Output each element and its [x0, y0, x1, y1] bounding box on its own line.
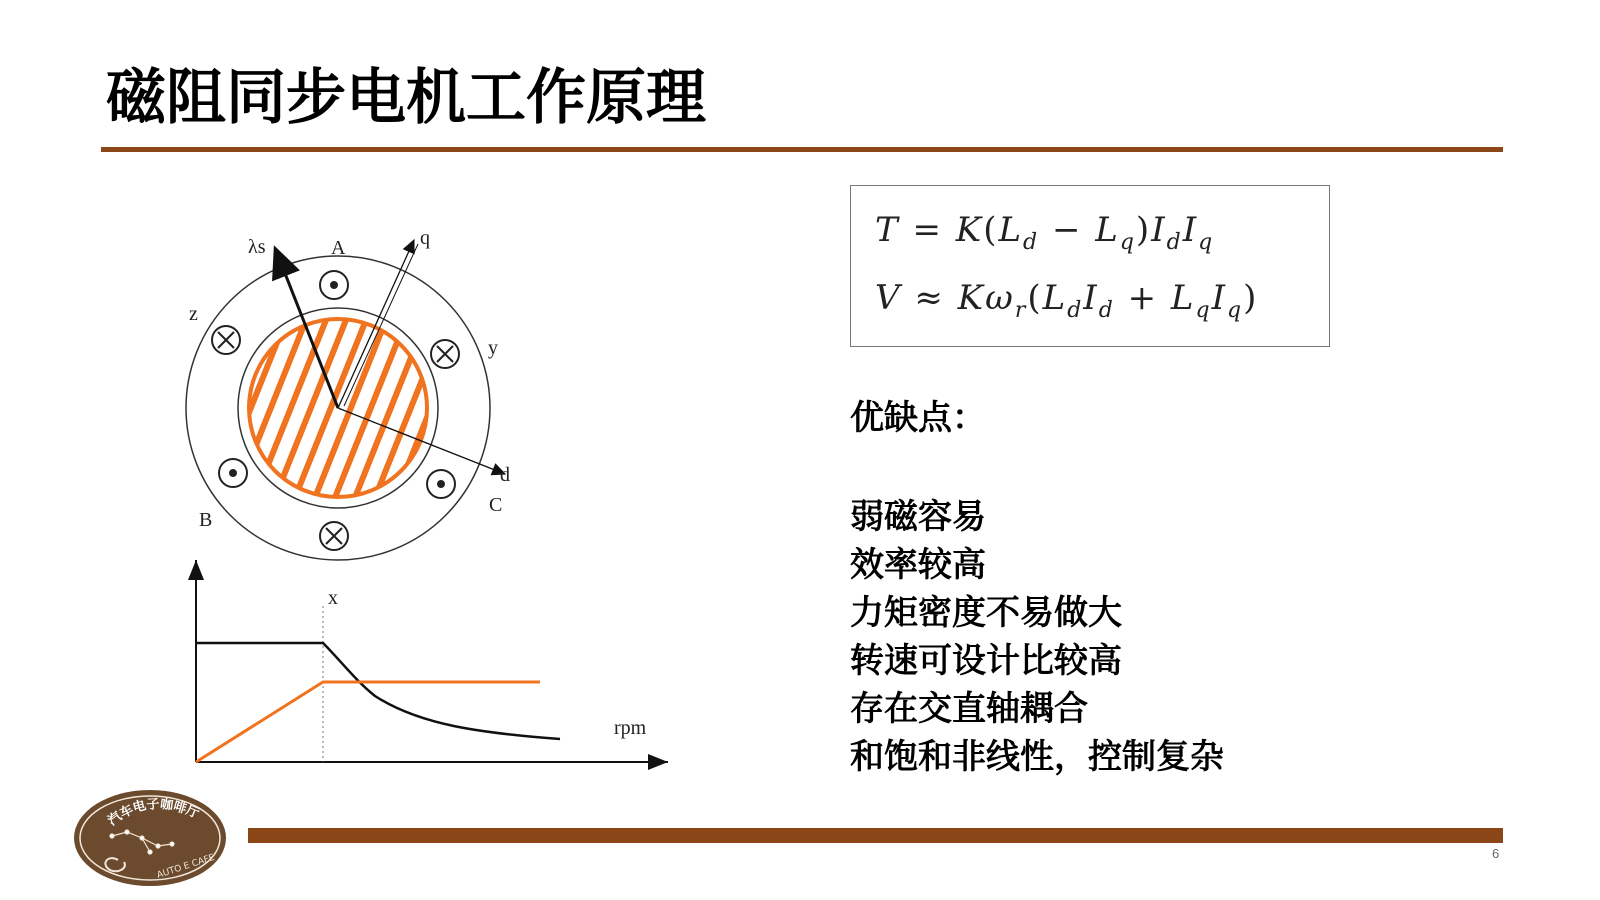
current-iq: I: [1182, 210, 1199, 250]
subscript-q: q: [1227, 297, 1244, 323]
torque-curve: [196, 643, 560, 739]
subscript-d: d: [1166, 229, 1183, 255]
footer-bar: [248, 828, 1503, 843]
subscript-q: q: [1195, 297, 1212, 323]
phase-a-label: A: [331, 237, 346, 259]
subscript-q: q: [1198, 229, 1215, 255]
auto-e-cafe-logo: [72, 788, 228, 888]
list-item: 转速可设计比较高: [850, 641, 1122, 681]
current-id: I: [1151, 210, 1167, 250]
current-id: I: [1083, 278, 1099, 318]
d-axis-label: d: [500, 464, 510, 486]
y-label: y: [488, 337, 498, 359]
rpm-axis-label: rpm: [614, 717, 647, 739]
torque-formula: $T = K(L_d - L_q)I_dI_q$: [875, 210, 1215, 255]
inductance-ld: L: [998, 210, 1024, 250]
omega: ω: [985, 278, 1015, 318]
phase-b-label: B: [199, 509, 213, 531]
constant-k: K: [955, 210, 984, 250]
q-axis-label: q: [420, 227, 430, 249]
constant-k: K: [957, 278, 986, 318]
page-number: 6: [1492, 846, 1500, 861]
subscript-d: d: [1098, 297, 1115, 323]
inductance-lq: L: [1095, 210, 1120, 250]
list-item: 和饱和非线性，控制复杂: [850, 737, 1224, 777]
list-item: 力矩密度不易做大: [850, 593, 1122, 633]
speed-characteristic-chart: [0, 0, 700, 800]
subscript-r: r: [1014, 297, 1028, 323]
subscript-d: d: [1023, 229, 1040, 255]
list-item: 效率较高: [850, 545, 986, 585]
list-item: 弱磁容易: [850, 497, 986, 537]
pros-cons-heading: 优缺点：: [850, 398, 986, 438]
formula-box: [850, 185, 1330, 347]
subscript-d: d: [1067, 297, 1084, 323]
pros-cons-list: [850, 493, 1224, 781]
list-item: 存在交直轴耦合: [850, 689, 1088, 729]
voltage-formula: $V \approx K\omega_r(L_dI_d + L_qI_q)$: [875, 278, 1259, 323]
phase-c-label: C: [489, 494, 503, 516]
current-iq: I: [1211, 278, 1228, 318]
voltage-symbol: V: [875, 278, 902, 318]
logo-subtext: AUTO E CAFE: [155, 852, 217, 881]
flux-label: λs: [248, 236, 266, 258]
torque-symbol: T: [875, 210, 900, 250]
power-curve: [196, 682, 540, 762]
inductance-lq: L: [1170, 278, 1196, 318]
breakpoint-label: x: [328, 587, 338, 609]
inductance-ld: L: [1042, 278, 1068, 318]
slide-title: 磁阻同步电机工作原理: [106, 63, 706, 133]
z-label: z: [189, 303, 198, 325]
logo-text: 汽车电子咖啡厅: [105, 797, 202, 829]
subscript-q: q: [1119, 229, 1136, 255]
